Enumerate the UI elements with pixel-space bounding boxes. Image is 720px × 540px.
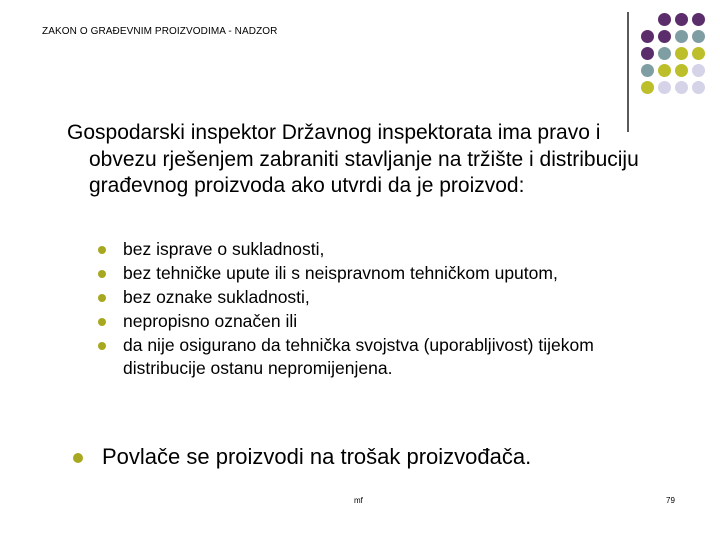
bullet-icon xyxy=(98,318,106,326)
bullet-icon xyxy=(73,453,83,463)
decorative-dot xyxy=(641,81,654,94)
decorative-dot xyxy=(658,47,671,60)
list-item: bez isprave o sukladnosti, xyxy=(98,238,668,261)
decorative-dot xyxy=(658,64,671,77)
decorative-dot xyxy=(692,64,705,77)
decorative-dot xyxy=(658,13,671,26)
decorative-dot xyxy=(658,30,671,43)
intro-paragraph: Gospodarski inspektor Državnog inspektorata ima pravo i obvezu rješenjem zabraniti stavljanje na tržište i distribuciju građevnog proizvoda ako utvrdi da je proizvod: xyxy=(67,121,639,197)
slide-header: ZAKON O GRAĐEVNIM PROIZVODIMA - NADZOR xyxy=(42,26,278,37)
decorative-dot xyxy=(641,47,654,60)
list-item: da nije osigurano da tehnička svojstva (uporabljivost) tijekom distribucije ostanu nepromijenjena. xyxy=(98,334,668,380)
decorative-dot xyxy=(675,64,688,77)
decorative-dot xyxy=(675,81,688,94)
decorative-dot xyxy=(658,81,671,94)
decorative-vertical-line xyxy=(627,12,629,132)
bullet-icon xyxy=(98,270,106,278)
decorative-dot xyxy=(692,30,705,43)
bullet-icon xyxy=(98,342,106,350)
page-number: 79 xyxy=(666,496,675,505)
list-item: nepropisno označen ili xyxy=(98,310,668,333)
decorative-dot xyxy=(675,13,688,26)
decorative-dot xyxy=(692,13,705,26)
decorative-dot xyxy=(641,64,654,77)
decorative-dot xyxy=(675,47,688,60)
main-list-item: Povlače se proizvodi na trošak proizvođača. xyxy=(73,442,673,472)
decorative-dot-grid xyxy=(641,13,709,98)
list-item: bez tehničke upute ili s neispravnom tehničkom uputom, xyxy=(98,262,668,285)
decorative-dot xyxy=(692,47,705,60)
decorative-dot xyxy=(641,13,654,26)
list-item: bez oznake sukladnosti, xyxy=(98,286,668,309)
condition-list xyxy=(98,238,668,381)
footer-author: mf xyxy=(354,496,363,505)
bullet-icon xyxy=(98,246,106,254)
decorative-dot xyxy=(641,30,654,43)
bullet-icon xyxy=(98,294,106,302)
decorative-dot xyxy=(692,81,705,94)
decorative-dot xyxy=(675,30,688,43)
